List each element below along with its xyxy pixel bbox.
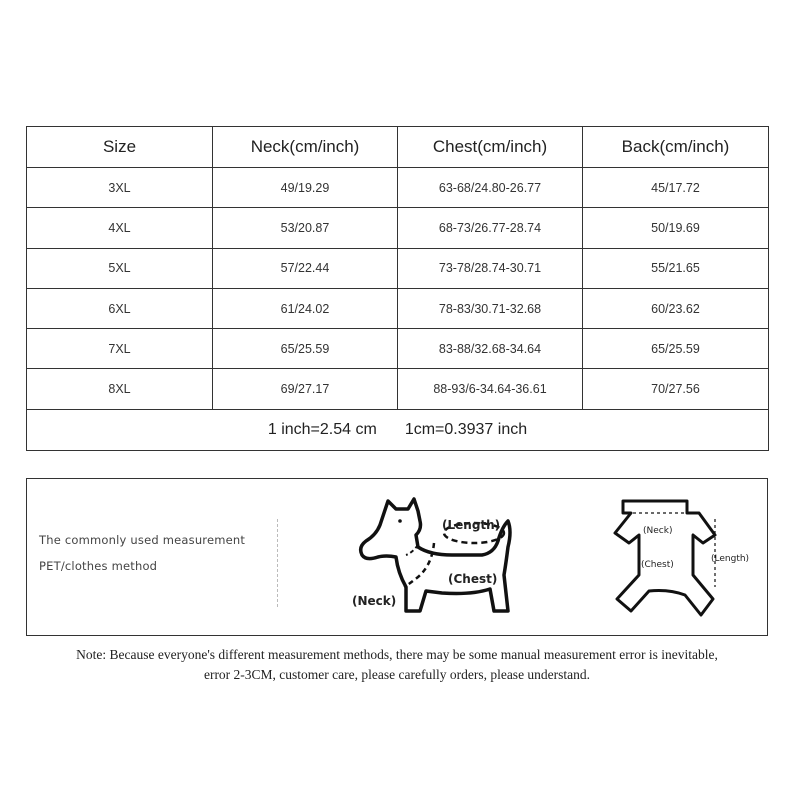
cell-neck: 53/20.87 (213, 208, 398, 248)
cell-back: 70/27.56 (583, 369, 769, 409)
cell-neck: 49/19.29 (213, 168, 398, 208)
cell-back: 65/25.59 (583, 329, 769, 369)
table-row (27, 208, 769, 248)
cell-chest: 78-83/30.71-32.68 (398, 288, 583, 328)
cell-size: 3XL (27, 168, 213, 208)
note-line1: Note: Because everyone's different measurement methods, there may be some manual measurement error is inevitable, (76, 647, 718, 662)
table-row (27, 288, 769, 328)
cell-back: 55/21.65 (583, 248, 769, 288)
dog-neck-label: (Neck) (352, 594, 397, 608)
cell-size: 5XL (27, 248, 213, 288)
measurement-note (26, 645, 768, 685)
cell-neck: 65/25.59 (213, 329, 398, 369)
dog-measurement-illustration (322, 491, 542, 631)
neck-dash-icon (406, 545, 418, 555)
cell-back: 45/17.72 (583, 168, 769, 208)
table-row (27, 248, 769, 288)
cell-chest: 68-73/26.77-28.74 (398, 208, 583, 248)
table-row (27, 168, 769, 208)
cell-chest: 73-78/28.74-30.71 (398, 248, 583, 288)
cell-neck: 57/22.44 (213, 248, 398, 288)
divider (277, 519, 278, 607)
dog-chest-label: (Chest) (448, 572, 498, 586)
conversion-cm: 1cm=0.3937 inch (404, 420, 528, 438)
cell-back: 50/19.69 (583, 208, 769, 248)
cell-size: 7XL (27, 329, 213, 369)
conversion-row (27, 409, 769, 450)
header-size: Size (27, 127, 213, 168)
cell-size: 8XL (27, 369, 213, 409)
cell-back: 60/23.62 (583, 288, 769, 328)
cell-size: 4XL (27, 208, 213, 248)
header-neck: Neck(cm/inch) (213, 127, 398, 168)
measurement-panel (26, 478, 768, 636)
clothes-measurement-illustration (567, 491, 757, 631)
cell-size: 6XL (27, 288, 213, 328)
cell-chest: 88-93/6-34.64-36.61 (398, 369, 583, 409)
table-row (27, 369, 769, 409)
dog-length-label: (Length) (442, 518, 501, 532)
clothes-chest-label: (Chest) (641, 560, 674, 570)
header-back: Back(cm/inch) (583, 127, 769, 168)
clothes-length-label: (Length) (711, 554, 750, 564)
conversion-cell (27, 409, 769, 450)
cell-chest: 63-68/24.80-26.77 (398, 168, 583, 208)
note-line2: error 2-3CM, customer care, please carefully orders, please understand. (203, 667, 591, 682)
table-header-row (27, 127, 769, 168)
size-chart-table (26, 126, 769, 451)
clothes-neck-label: (Neck) (643, 526, 673, 536)
conversion-inch: 1 inch=2.54 cm (267, 420, 377, 438)
dog-eye-icon (398, 519, 402, 523)
garment-outline-icon (615, 501, 715, 615)
method-text-line2: PET/clothes method (39, 559, 158, 573)
cell-chest: 83-88/32.68-34.64 (398, 329, 583, 369)
cell-neck: 61/24.02 (213, 288, 398, 328)
cell-neck: 69/27.17 (213, 369, 398, 409)
method-text-line1: The commonly used measurement (39, 533, 246, 547)
header-chest: Chest(cm/inch) (398, 127, 583, 168)
table-row (27, 329, 769, 369)
